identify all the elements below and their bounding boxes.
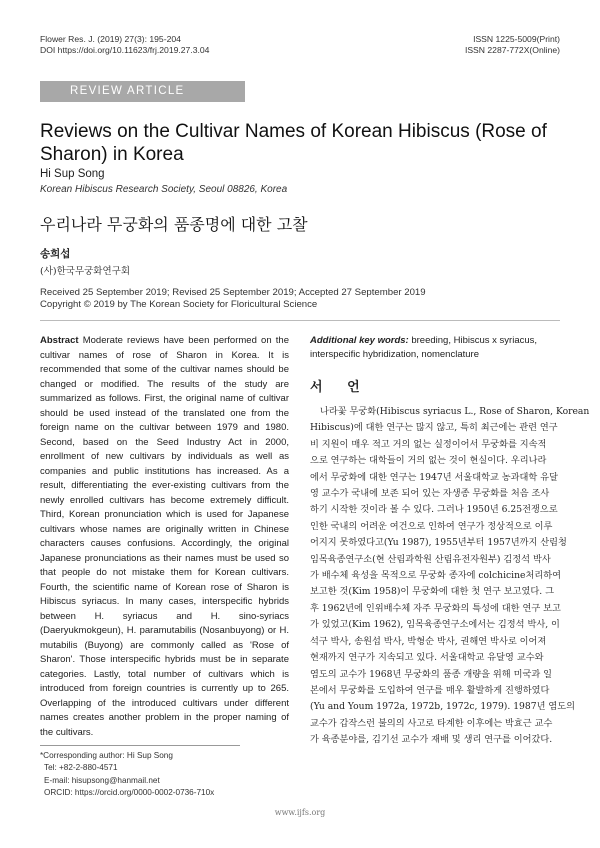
introduction-line: 나라꽃 무궁화(Hibiscus syriacus L., Rose of Sharon, Korean: [320, 406, 590, 417]
introduction-line: 가 있었고(Kim 1962), 임목육종연구소에서는 김정석 박사, 이: [310, 619, 560, 631]
korean-affiliation: (사)한국무궁화연구회: [40, 266, 131, 277]
email-address[interactable]: E-mail: hisupsong@hanmail.net: [44, 775, 160, 785]
keywords: [310, 334, 560, 362]
keywords-list: breeding, Hibiscus x syriacus, interspecific hybridization, nomenclature: [310, 335, 538, 360]
orcid-link[interactable]: ORCID: https://orcid.org/0000-0002-0736-710x: [44, 788, 215, 798]
article-type-banner: [40, 81, 245, 102]
introduction-line: 어지지 못하였다고(Yu 1987), 1955년부터 1957년까지 산림청: [310, 537, 567, 549]
issn-print: ISSN 1225-5009(Print): [473, 34, 560, 44]
abstract: [40, 334, 289, 740]
article-type-label: REVIEW ARTICLE: [70, 85, 185, 97]
korean-author-name: 송희섭: [40, 248, 71, 260]
introduction-line: Hibiscus)에 대한 연구는 많지 않고, 특히 최근에는 관련 연구: [310, 422, 558, 434]
korean-title: 우리나라 무궁화의 품종명에 대한 고찰: [40, 215, 308, 234]
introduction-line: 으로 연구하는 대학들이 거의 없는 것이 현실이다. 우리나라: [310, 455, 547, 467]
journal-citation: Flower Res. J. (2019) 27(3): 195-204: [40, 34, 181, 44]
doi-link[interactable]: DOI https://doi.org/10.11623/frj.2019.27.3.04: [40, 45, 210, 55]
introduction-heading: 서 언: [310, 380, 370, 395]
introduction-line: 현재까지 연구가 지속되고 있다. 서울대학교 유달영 교수와: [310, 652, 544, 664]
introduction-text: [310, 404, 590, 749]
keywords-label: Additional key words:: [310, 335, 409, 346]
introduction-line: 염도의 교수가 1968년 무궁화의 품종 개량을 위해 미국과 일: [310, 668, 552, 680]
introduction-line: 가 육종분야를, 김기선 교수가 재배 및 생리 연구를 이어갔다.: [310, 734, 553, 746]
introduction-line: 임목육종연구소(현 산림과학원 산림유전자원부) 김정석 박사: [310, 553, 551, 565]
introduction-line: 인한 국내의 어려운 여건으로 인하여 연구가 정상적으로 이루: [310, 520, 553, 532]
introduction-line: 석구 박사, 송원섭 박사, 박형순 박사, 권해연 박사로 이어져: [310, 635, 547, 647]
introduction-line: (Yu and Youm 1972a, 1972b, 1972c, 1979). 1987년 염도의: [310, 701, 576, 713]
introduction-line: 후 1962년에 인위배수체 자주 무궁화의 특성에 대한 연구 보고: [310, 602, 561, 614]
divider: [40, 320, 560, 321]
author-affiliation: Korean Hibiscus Research Society, Seoul 08826, Korea: [40, 184, 288, 195]
paper-title: Reviews on the Cultivar Names of Korean Hibiscus (Rose of Sharon) in Korea: [40, 121, 547, 165]
introduction-line: 비 지원이 매우 적고 거의 없는 실정이어서 무궁화를 지속적: [310, 438, 547, 450]
abstract-text: Moderate reviews have been performed on the cultivar names of rose of Sharon in Korea. It is recommended that some of the cultivar names should be changed or modified. The results of the study are summarized as follows. First, the original name of cultivar should be used instead of the translated one from the foreign name on the cultivar between 1979 and 1980. Second, based on the Seed Industry Act in 2000, enrollment of new cultivars by individuals as well as companies and public institutions has increased. As a result, differentiating the ever-existing cultivars from the newly enrolled cultivars has become extremely difficult. Third, Korean pronunciation which is used for Japanese cultivars whose names are originally written in Chinese characters causes confusions. Accordingly, the original Japanese pronunciations as their names must be used so that people do not mistake them for Korean cultivars. Fourth, the scientific name of Korean rose of Sharon is Hibiscus syriacus. In many cases, interspecific hybrids between H. syriacus and H. sino-syriacs (Daeryukmokgeun), H. paramutabilis (Nosanbuyong) or H. mutabilis (Buyong) are commonly called as 'Rose of Sharon'. Those interspecific hybrids must be in separate categories. Lastly, total number of cultivars which is introduced from foreign countries is currently up to 265. Overlapping of the introduced cultivars under different names creates another problem in the proper naming of the cultivars.: [40, 335, 289, 738]
introduction-line: 에서 무궁화에 대한 연구는 1947년 서울대학교 농과대학 유달: [310, 471, 558, 483]
received-dates: Received 25 September 2019; Revised 25 September 2019; Accepted 27 September 2019: [40, 287, 426, 298]
abstract-label: Abstract: [40, 335, 79, 346]
introduction-line: 가 배수체 육성을 목적으로 무궁화 종자에 colchicine처리하여: [310, 570, 561, 582]
footnote-divider: [40, 745, 240, 746]
corresponding-author: *Corresponding author: Hi Sup Song: [40, 751, 173, 760]
introduction-line: 하기 시작한 것이라 볼 수 있다. 그러나 1950년 6.25전쟁으로: [310, 504, 558, 516]
phone-number: Tel: +82-2-880-4571: [44, 763, 118, 773]
article-dates: [40, 287, 426, 311]
correspondence-block: [40, 750, 214, 800]
introduction-line: 본에서 무궁화를 도입하여 연구를 매우 활발하게 진행하였다: [310, 684, 550, 696]
author-name: Hi Sup Song: [40, 168, 105, 180]
issn-online: ISSN 2287-772X(Online): [464, 45, 560, 55]
introduction-line: 보고한 것(Kim 1958)이 무궁화에 대한 첫 연구 보고였다. 그: [310, 586, 554, 598]
introduction-line: 교수가 갑작스런 불의의 사고로 타계한 이후에는 박효근 교수: [310, 717, 553, 729]
copyright-notice: Copyright © 2019 by The Korean Society for Floricultural Science: [40, 299, 318, 310]
introduction-line: 영 교수가 국내에 보존 되어 있는 자생종 무궁화를 처음 조사: [310, 488, 550, 500]
journal-website[interactable]: www.ijfs.org: [274, 808, 326, 817]
